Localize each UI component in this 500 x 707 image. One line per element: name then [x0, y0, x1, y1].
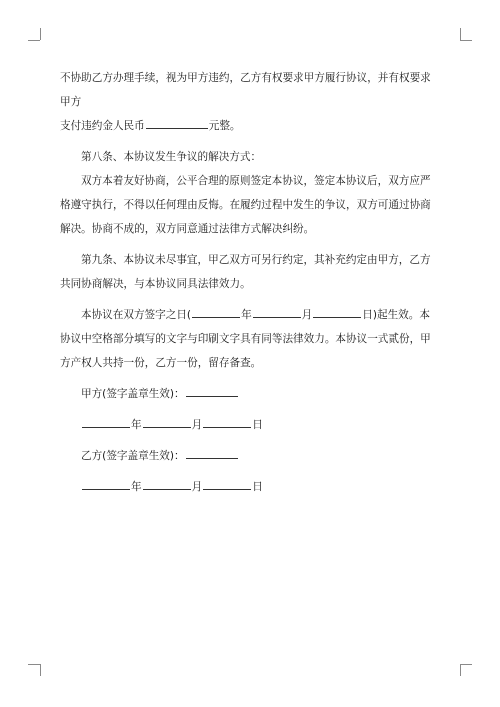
penalty-paragraph	[60, 66, 440, 138]
penalty-text-post: 元整。	[208, 120, 241, 132]
effective-year-blank[interactable]	[192, 306, 240, 318]
effective-text-post: 本协议中空格部分填写的文字与印刷文字具有同等法律效力。本协议一式贰份，甲方产权人共持一份，乙方一份，留存备查。	[60, 309, 431, 369]
party-b-signature-line	[60, 444, 440, 468]
party-a-label: 甲方(签字盖章生效)：	[81, 388, 185, 400]
party-a-year-label: 年	[131, 419, 142, 431]
article8-body: 双方本着友好协商，公平合理的原则签定本协议，签定本协议后，双方应严格遵守执行，不得以任何理由反悔。在履约过程中发生的争议，双方可通过协商解决。协商不成的，双方同意通过法律方式解决纠纷。	[60, 175, 431, 235]
party-b-day-blank[interactable]	[203, 478, 251, 490]
document-body	[60, 66, 440, 506]
effective-month-blank[interactable]	[253, 306, 301, 318]
effective-text-pre: 本协议在双方签字之日(	[81, 309, 192, 321]
party-b-day-label: 日	[252, 481, 263, 493]
party-b-month-label: 月	[191, 481, 203, 493]
effective-month-label: 月	[301, 309, 313, 321]
party-b-signature-blank[interactable]	[186, 447, 238, 459]
party-b-label: 乙方(签字盖章生效)：	[81, 450, 185, 462]
party-a-day-label: 日	[252, 419, 263, 431]
party-a-year-blank[interactable]	[82, 416, 130, 428]
penalty-amount-blank[interactable]	[146, 117, 208, 129]
party-b-year-label: 年	[131, 481, 142, 493]
penalty-text-pre: 支付违约金人民币	[60, 120, 145, 132]
effective-paragraph	[60, 303, 440, 375]
party-b-year-blank[interactable]	[82, 478, 130, 490]
article8-heading: 第八条、本协议发生争议的解决方式：	[81, 151, 262, 163]
party-a-date-line	[60, 413, 440, 437]
party-a-month-label: 月	[191, 419, 203, 431]
party-a-signature-blank[interactable]	[186, 385, 238, 397]
effective-year-label: 年	[241, 309, 252, 321]
effective-day-blank[interactable]	[313, 306, 361, 318]
penalty-text-line1: 不协助乙方办理手续，视为甲方违约，乙方有权要求甲方履行协议，并有权要求甲方	[60, 72, 431, 108]
party-a-month-blank[interactable]	[143, 416, 191, 428]
effective-day-label: 日)起生效。	[362, 309, 420, 321]
party-a-signature-line	[60, 382, 440, 406]
party-a-day-blank[interactable]	[203, 416, 251, 428]
party-b-date-line	[60, 475, 440, 499]
article9-paragraph: 第九条、本协议未尽事宜，甲乙双方可另行约定，其补充约定由甲方，乙方共同协商解决，与本协议同具法律效力。	[60, 254, 431, 290]
party-b-month-blank[interactable]	[143, 478, 191, 490]
